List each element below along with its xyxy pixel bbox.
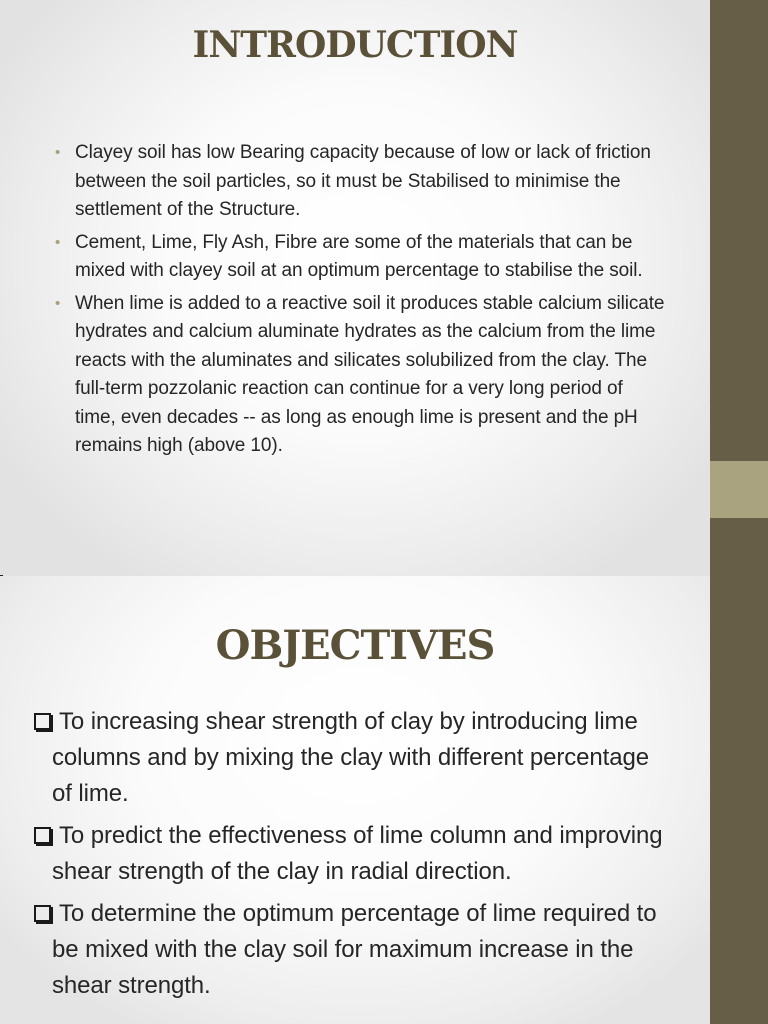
bullet-text: Clayey soil has low Bearing capacity because of low or lack of friction between the soil particles, so it must be Stabilised to minimise the settlement of the Structure. [75,142,651,220]
objective-text: To determine the optimum percentage of lime required to be mixed with the clay soil for maximum increase in the shear strength. [52,900,657,999]
bullet-dot-icon: • [55,233,61,251]
sidebar-accent-band [710,461,768,518]
list-item [55,290,667,461]
objective-text: To predict the effectiveness of lime column and improving shear strength of the clay in radial direction. [52,822,663,885]
list-item [55,139,667,225]
list-item [34,704,674,812]
checkbox-square-icon [34,905,51,922]
checkbox-square-icon [34,827,51,844]
list-item [34,818,674,890]
bullet-text: When lime is added to a reactive soil it produces stable calcium silicate hydrates and calcium aluminate hydrates as the calcium from the lime reacts with the aluminates and silicates solubilized from the clay. The full-term pozzolanic reaction can continue for a very long period of time, even decades -- as long as enough lime is present and the pH remains high (above 10). [75,292,665,456]
bullet-text: Cement, Lime, Fly Ash, Fibre are some of the materials that can be mixed with clayey soil at an optimum percentage to stabilise the soil. [75,231,643,281]
bullet-dot-icon: • [55,294,61,312]
slide-objectives [0,576,768,1024]
list-item [55,229,667,286]
list-item [34,896,674,1004]
slide-title-objectives: OBJECTIVES [215,622,495,669]
bullet-dot-icon: • [55,144,61,161]
objective-text: To increasing shear strength of clay by introducing lime columns and by mixing the clay with different percentage of lime. [52,708,649,807]
checkbox-square-icon [34,713,51,730]
objectives-list [34,704,674,1010]
sidebar-band [710,576,768,1024]
slide-title-introduction: INTRODUCTION [192,24,518,66]
introduction-bullet-list [55,139,667,465]
